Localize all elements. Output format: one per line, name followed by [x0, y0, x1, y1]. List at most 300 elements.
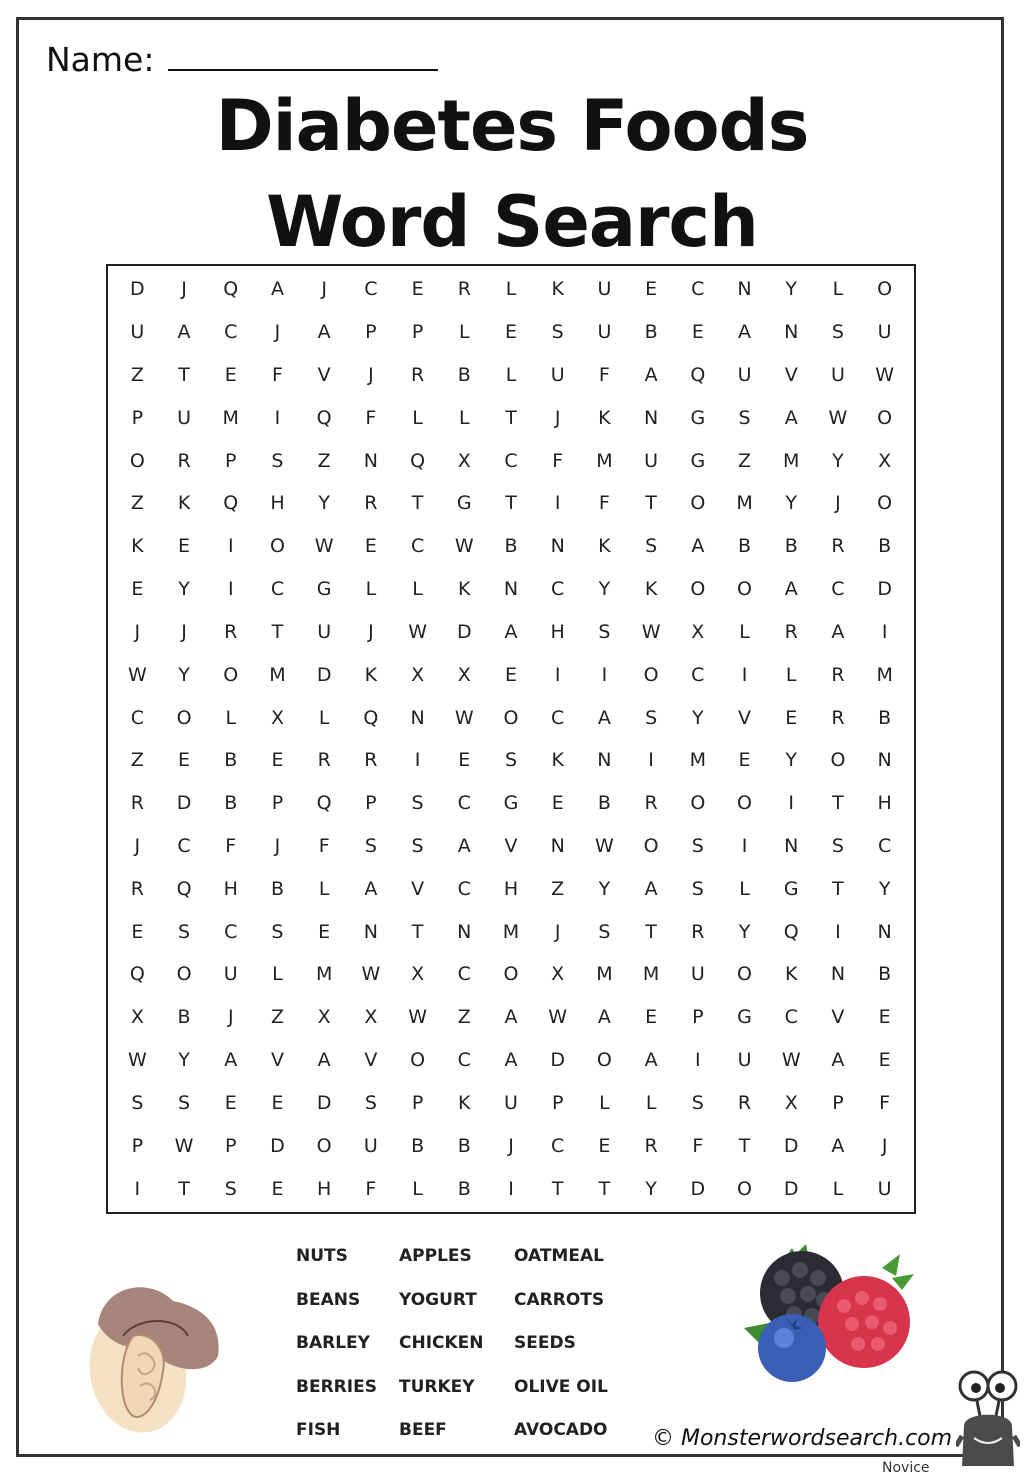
grid-letter[interactable]: O — [643, 663, 659, 686]
grid-letter[interactable]: H — [503, 877, 519, 900]
grid-letter[interactable]: V — [411, 877, 425, 900]
grid-letter[interactable]: V — [784, 364, 798, 387]
grid-letter[interactable]: O — [877, 406, 893, 429]
grid-letter[interactable]: S — [411, 835, 424, 858]
grid-letter[interactable]: O — [877, 492, 893, 515]
grid-letter[interactable]: C — [878, 835, 892, 858]
grid-letter[interactable]: B — [644, 321, 658, 344]
grid-letter[interactable]: C — [224, 321, 238, 344]
grid-letter[interactable]: I — [648, 749, 654, 772]
grid-letter[interactable]: U — [597, 278, 612, 301]
grid-letter[interactable]: L — [739, 877, 750, 900]
grid-letter[interactable]: O — [596, 1049, 612, 1072]
grid-letter[interactable]: C — [364, 278, 378, 301]
grid-letter[interactable]: B — [270, 877, 284, 900]
grid-letter[interactable]: R — [737, 1091, 752, 1114]
grid-letter[interactable]: Q — [783, 920, 799, 943]
grid-letter[interactable]: K — [131, 535, 144, 558]
grid-letter[interactable]: S — [645, 535, 658, 558]
grid-letter[interactable]: L — [318, 877, 330, 900]
grid-letter[interactable]: X — [457, 449, 471, 472]
grid-letter[interactable]: Z — [270, 1006, 284, 1029]
grid-letter[interactable]: U — [737, 364, 752, 387]
grid-letter[interactable]: Q — [176, 877, 192, 900]
grid-letter[interactable]: M — [736, 492, 753, 515]
grid-letter[interactable]: S — [831, 321, 844, 344]
grid-letter[interactable]: O — [316, 1134, 332, 1157]
grid-letter[interactable]: F — [225, 835, 237, 858]
grid-letter[interactable]: S — [364, 835, 377, 858]
grid-letter[interactable]: S — [131, 1091, 144, 1114]
grid-letter[interactable]: C — [691, 278, 705, 301]
grid-letter[interactable]: Y — [878, 877, 891, 900]
grid-letter[interactable]: B — [878, 535, 892, 558]
grid-letter[interactable]: E — [224, 1091, 237, 1114]
grid-letter[interactable]: F — [598, 364, 610, 387]
grid-letter[interactable]: C — [457, 1049, 471, 1072]
grid-letter[interactable]: T — [832, 792, 844, 815]
grid-letter[interactable]: E — [271, 1177, 284, 1200]
grid-letter[interactable]: K — [364, 663, 378, 686]
grid-letter[interactable]: W — [595, 835, 614, 858]
grid-letter[interactable]: M — [222, 406, 239, 429]
grid-letter[interactable]: N — [457, 920, 472, 943]
grid-letter[interactable]: E — [411, 278, 424, 301]
grid-letter[interactable]: J — [227, 1006, 234, 1029]
grid-letter[interactable]: M — [783, 449, 800, 472]
grid-letter[interactable]: W — [828, 406, 848, 429]
grid-letter[interactable]: M — [269, 663, 286, 686]
grid-letter[interactable]: Y — [832, 449, 844, 472]
grid-letter[interactable]: P — [271, 792, 284, 815]
grid-letter[interactable]: C — [551, 1134, 565, 1157]
grid-letter[interactable]: D — [316, 663, 332, 686]
grid-letter[interactable]: S — [178, 920, 191, 943]
grid-letter[interactable]: Y — [598, 578, 611, 601]
grid-letter[interactable]: O — [503, 963, 519, 986]
grid-letter[interactable]: N — [877, 920, 892, 943]
grid-letter[interactable]: O — [737, 963, 752, 986]
grid-letter[interactable]: E — [271, 1091, 284, 1114]
grid-letter[interactable]: K — [458, 578, 471, 601]
grid-letter[interactable]: E — [504, 321, 517, 344]
grid-letter[interactable]: S — [551, 321, 564, 344]
grid-letter[interactable]: B — [784, 535, 798, 558]
grid-letter[interactable]: E — [131, 578, 144, 601]
grid-letter[interactable]: T — [551, 1177, 564, 1200]
grid-letter[interactable]: G — [690, 449, 706, 472]
grid-letter[interactable]: F — [552, 449, 564, 472]
grid-letter[interactable]: Z — [551, 877, 565, 900]
grid-letter[interactable]: O — [737, 578, 752, 601]
grid-letter[interactable]: K — [551, 749, 564, 772]
grid-letter[interactable]: I — [274, 406, 281, 429]
grid-letter[interactable]: W — [361, 963, 381, 986]
grid-letter[interactable]: S — [738, 406, 751, 429]
grid-letter[interactable]: T — [505, 406, 517, 429]
grid-letter[interactable]: I — [227, 535, 234, 558]
grid-letter[interactable]: B — [177, 1006, 191, 1029]
grid-letter[interactable]: E — [785, 706, 798, 729]
grid-letter[interactable]: W — [314, 535, 334, 558]
grid-letter[interactable]: L — [412, 406, 423, 429]
grid-letter[interactable]: D — [550, 1049, 566, 1072]
grid-letter[interactable]: Y — [785, 492, 798, 515]
grid-letter[interactable]: T — [178, 1177, 190, 1200]
grid-letter[interactable]: S — [691, 877, 704, 900]
grid-letter[interactable]: A — [644, 1049, 658, 1072]
grid-letter[interactable]: D — [130, 278, 145, 301]
grid-letter[interactable]: S — [271, 920, 284, 943]
grid-letter[interactable]: N — [363, 449, 378, 472]
grid-letter[interactable]: P — [551, 1091, 564, 1114]
grid-letter[interactable]: W — [641, 620, 661, 643]
grid-letter[interactable]: J — [368, 620, 374, 643]
grid-letter[interactable]: O — [410, 1049, 426, 1072]
grid-letter[interactable]: R — [130, 792, 144, 815]
grid-letter[interactable]: E — [598, 1134, 611, 1157]
grid-letter[interactable]: A — [784, 578, 798, 601]
grid-letter[interactable]: P — [411, 321, 424, 344]
grid-letter[interactable]: I — [881, 620, 888, 643]
grid-letter[interactable]: J — [554, 406, 561, 429]
grid-letter[interactable]: L — [599, 1091, 610, 1114]
grid-letter[interactable]: T — [832, 877, 844, 900]
grid-letter[interactable]: Y — [178, 1049, 190, 1072]
grid-letter[interactable]: Y — [738, 920, 751, 943]
grid-letter[interactable]: E — [178, 749, 191, 772]
grid-letter[interactable]: B — [457, 364, 471, 387]
grid-letter[interactable]: E — [504, 663, 517, 686]
grid-letter[interactable]: G — [503, 792, 519, 815]
grid-letter[interactable]: N — [644, 406, 659, 429]
grid-letter[interactable]: K — [551, 278, 564, 301]
grid-letter[interactable]: I — [134, 1177, 141, 1200]
grid-letter[interactable]: R — [644, 792, 658, 815]
grid-letter[interactable]: J — [274, 321, 281, 344]
grid-letter[interactable]: K — [784, 963, 798, 986]
grid-letter[interactable]: R — [130, 877, 144, 900]
grid-letter[interactable]: M — [315, 963, 333, 986]
grid-letter[interactable]: I — [695, 1049, 701, 1072]
grid-letter[interactable]: D — [690, 1177, 706, 1200]
grid-letter[interactable]: H — [270, 492, 285, 515]
grid-letter[interactable]: V — [504, 835, 518, 858]
grid-letter[interactable]: Q — [223, 492, 239, 515]
grid-letter[interactable]: F — [365, 406, 377, 429]
grid-letter[interactable]: X — [270, 706, 284, 729]
grid-letter[interactable]: W — [174, 1134, 194, 1157]
grid-letter[interactable]: V — [738, 706, 752, 729]
grid-letter[interactable]: N — [877, 749, 892, 772]
grid-letter[interactable]: Q — [223, 278, 239, 301]
grid-letter[interactable]: T — [598, 1177, 611, 1200]
grid-letter[interactable]: E — [178, 535, 191, 558]
grid-letter[interactable]: C — [177, 835, 191, 858]
grid-letter[interactable]: L — [832, 278, 844, 301]
grid-letter[interactable]: T — [271, 620, 284, 643]
grid-letter[interactable]: S — [504, 749, 518, 772]
grid-letter[interactable]: T — [738, 1134, 751, 1157]
grid-letter[interactable]: X — [457, 663, 471, 686]
grid-letter[interactable]: C — [457, 963, 471, 986]
grid-letter[interactable]: V — [317, 364, 331, 387]
grid-letter[interactable]: A — [504, 1006, 518, 1029]
grid-letter[interactable]: U — [363, 1134, 378, 1157]
grid-letter[interactable]: M — [689, 749, 707, 772]
grid-letter[interactable]: O — [690, 492, 706, 515]
grid-letter[interactable]: Z — [317, 449, 331, 472]
grid-letter[interactable]: P — [692, 1006, 704, 1029]
grid-letter[interactable]: E — [224, 364, 237, 387]
grid-letter[interactable]: B — [224, 749, 238, 772]
grid-letter[interactable]: U — [737, 1049, 752, 1072]
grid-letter[interactable]: A — [597, 1006, 611, 1029]
grid-letter[interactable]: J — [134, 620, 141, 643]
grid-letter[interactable]: C — [831, 578, 845, 601]
grid-letter[interactable]: K — [598, 535, 611, 558]
grid-letter[interactable]: I — [508, 1177, 514, 1200]
grid-letter[interactable]: W — [454, 706, 474, 729]
grid-letter[interactable]: A — [644, 364, 658, 387]
grid-letter[interactable]: R — [224, 620, 238, 643]
grid-letter[interactable]: E — [738, 749, 751, 772]
grid-letter[interactable]: R — [831, 706, 845, 729]
grid-letter[interactable]: T — [411, 920, 424, 943]
grid-letter[interactable]: Y — [598, 877, 611, 900]
grid-letter[interactable]: U — [317, 620, 332, 643]
grid-letter[interactable]: R — [457, 278, 471, 301]
grid-letter[interactable]: D — [783, 1177, 799, 1200]
grid-letter[interactable]: A — [831, 1134, 845, 1157]
grid-letter[interactable]: A — [644, 877, 658, 900]
grid-letter[interactable]: R — [691, 920, 705, 943]
grid-letter[interactable]: O — [690, 792, 706, 815]
grid-letter[interactable]: J — [321, 278, 327, 301]
grid-letter[interactable]: Y — [178, 578, 190, 601]
grid-letter[interactable]: I — [227, 578, 234, 601]
grid-letter[interactable]: Z — [130, 492, 144, 515]
grid-letter[interactable]: N — [550, 835, 565, 858]
grid-letter[interactable]: A — [317, 1049, 331, 1072]
grid-letter[interactable]: M — [502, 920, 520, 943]
grid-letter[interactable]: S — [411, 792, 424, 815]
grid-letter[interactable]: O — [737, 792, 752, 815]
grid-letter[interactable]: R — [831, 535, 845, 558]
grid-letter[interactable]: A — [504, 1049, 518, 1072]
grid-letter[interactable]: B — [411, 1134, 425, 1157]
grid-letter[interactable]: J — [881, 1134, 888, 1157]
grid-letter[interactable]: P — [365, 792, 377, 815]
grid-letter[interactable]: V — [831, 1006, 845, 1029]
grid-letter[interactable]: L — [365, 578, 377, 601]
grid-letter[interactable]: E — [878, 1006, 891, 1029]
grid-letter[interactable]: T — [505, 492, 517, 515]
grid-letter[interactable]: J — [368, 364, 374, 387]
grid-letter[interactable]: P — [365, 321, 377, 344]
grid-letter[interactable]: C — [691, 663, 705, 686]
grid-letter[interactable]: U — [877, 1177, 892, 1200]
grid-letter[interactable]: Z — [457, 1006, 471, 1029]
grid-letter[interactable]: A — [270, 278, 284, 301]
grid-letter[interactable]: S — [178, 1091, 191, 1114]
grid-letter[interactable]: X — [411, 663, 425, 686]
grid-letter[interactable]: I — [554, 663, 561, 686]
grid-letter[interactable]: E — [691, 321, 704, 344]
grid-letter[interactable]: S — [645, 706, 658, 729]
grid-letter[interactable]: J — [181, 620, 187, 643]
grid-letter[interactable]: U — [550, 364, 565, 387]
grid-letter[interactable]: E — [878, 1049, 891, 1072]
grid-letter[interactable]: U — [690, 963, 705, 986]
grid-letter[interactable]: L — [505, 278, 517, 301]
grid-letter[interactable]: Q — [410, 449, 426, 472]
grid-letter[interactable]: L — [832, 1177, 844, 1200]
grid-letter[interactable]: J — [835, 492, 841, 515]
grid-letter[interactable]: Q — [316, 406, 332, 429]
grid-letter[interactable]: C — [504, 449, 518, 472]
grid-letter[interactable]: R — [364, 492, 378, 515]
grid-letter[interactable]: G — [737, 1006, 752, 1029]
grid-letter[interactable]: X — [364, 1006, 378, 1029]
grid-letter[interactable]: E — [645, 1006, 658, 1029]
grid-letter[interactable]: B — [224, 792, 238, 815]
grid-letter[interactable]: W — [548, 1006, 568, 1029]
grid-letter[interactable]: X — [411, 963, 425, 986]
grid-letter[interactable]: B — [597, 792, 611, 815]
grid-letter[interactable]: H — [550, 620, 565, 643]
name-blank-line[interactable] — [168, 69, 438, 71]
grid-letter[interactable]: U — [504, 1091, 518, 1114]
grid-letter[interactable]: G — [316, 578, 332, 601]
grid-letter[interactable]: U — [130, 321, 145, 344]
grid-letter[interactable]: R — [410, 364, 425, 387]
grid-letter[interactable]: W — [454, 535, 474, 558]
grid-letter[interactable]: F — [692, 1134, 704, 1157]
grid-letter[interactable]: I — [835, 920, 841, 943]
grid-letter[interactable]: Z — [738, 449, 752, 472]
grid-letter[interactable]: D — [316, 1091, 332, 1114]
grid-letter[interactable]: D — [456, 620, 472, 643]
grid-letter[interactable]: F — [879, 1091, 891, 1114]
grid-letter[interactable]: R — [364, 749, 378, 772]
grid-letter[interactable]: I — [741, 663, 748, 686]
grid-letter[interactable]: L — [739, 620, 750, 643]
grid-letter[interactable]: Q — [129, 963, 145, 986]
grid-letter[interactable]: R — [831, 663, 845, 686]
grid-letter[interactable]: E — [364, 535, 377, 558]
grid-letter[interactable]: N — [363, 920, 378, 943]
grid-letter[interactable]: P — [225, 449, 237, 472]
grid-letter[interactable]: J — [274, 835, 281, 858]
grid-letter[interactable]: I — [414, 749, 421, 772]
grid-letter[interactable]: W — [781, 1049, 801, 1072]
grid-letter[interactable]: K — [644, 578, 658, 601]
grid-letter[interactable]: N — [410, 706, 425, 729]
grid-letter[interactable]: X — [317, 1006, 331, 1029]
grid-letter[interactable]: B — [878, 963, 892, 986]
grid-letter[interactable]: U — [223, 963, 238, 986]
grid-letter[interactable]: F — [271, 364, 283, 387]
grid-letter[interactable]: Q — [690, 364, 706, 387]
grid-letter[interactable]: J — [134, 835, 141, 858]
grid-letter[interactable]: G — [783, 877, 799, 900]
grid-letter[interactable]: W — [408, 620, 427, 643]
grid-letter[interactable]: W — [875, 364, 895, 387]
grid-letter[interactable]: F — [598, 492, 610, 515]
grid-letter[interactable]: S — [271, 449, 284, 472]
grid-letter[interactable]: L — [412, 1177, 423, 1200]
grid-letter[interactable]: Y — [178, 663, 190, 686]
grid-letter[interactable]: L — [645, 1091, 657, 1114]
grid-letter[interactable]: A — [457, 835, 471, 858]
grid-letter[interactable]: A — [504, 620, 518, 643]
grid-letter[interactable]: P — [131, 406, 144, 429]
grid-letter[interactable]: A — [831, 620, 845, 643]
grid-letter[interactable]: I — [788, 792, 795, 815]
grid-letter[interactable]: R — [784, 620, 798, 643]
grid-letter[interactable]: X — [784, 1091, 798, 1114]
grid-letter[interactable]: L — [505, 364, 517, 387]
grid-letter[interactable]: M — [596, 963, 613, 986]
grid-letter[interactable]: M — [876, 663, 893, 686]
grid-letter[interactable]: U — [877, 321, 892, 344]
grid-letter[interactable]: Z — [130, 749, 144, 772]
grid-letter[interactable]: Y — [318, 492, 330, 515]
grid-letter[interactable]: W — [127, 663, 147, 686]
grid-letter[interactable]: O — [643, 835, 659, 858]
grid-letter[interactable]: D — [783, 1134, 799, 1157]
grid-letter[interactable]: A — [784, 406, 798, 429]
grid-letter[interactable]: A — [364, 877, 378, 900]
grid-letter[interactable]: H — [223, 877, 238, 900]
grid-letter[interactable]: O — [269, 535, 285, 558]
grid-letter[interactable]: C — [784, 1006, 798, 1029]
grid-letter[interactable]: D — [176, 792, 192, 815]
grid-letter[interactable]: E — [318, 920, 331, 943]
grid-letter[interactable]: P — [411, 1091, 424, 1114]
grid-letter[interactable]: N — [503, 578, 519, 601]
grid-letter[interactable]: N — [784, 835, 799, 858]
grid-letter[interactable]: A — [597, 706, 611, 729]
grid-letter[interactable]: T — [411, 492, 424, 515]
grid-letter[interactable]: J — [181, 278, 187, 301]
grid-letter[interactable]: A — [317, 321, 331, 344]
grid-letter[interactable]: C — [457, 792, 471, 815]
grid-letter[interactable]: E — [551, 792, 564, 815]
grid-letter[interactable]: U — [644, 449, 659, 472]
grid-letter[interactable]: E — [131, 920, 144, 943]
grid-letter[interactable]: L — [225, 706, 237, 729]
grid-letter[interactable]: N — [737, 278, 752, 301]
grid-letter[interactable]: L — [272, 963, 283, 986]
grid-letter[interactable]: U — [830, 364, 845, 387]
grid-letter[interactable]: O — [503, 706, 519, 729]
grid-letter[interactable]: Q — [363, 706, 379, 729]
grid-letter[interactable]: K — [598, 406, 611, 429]
grid-letter[interactable]: L — [458, 406, 470, 429]
grid-letter[interactable]: V — [364, 1049, 378, 1072]
grid-letter[interactable]: Y — [785, 278, 798, 301]
grid-letter[interactable]: F — [318, 835, 330, 858]
grid-letter[interactable]: O — [737, 1177, 752, 1200]
grid-letter[interactable]: F — [365, 1177, 377, 1200]
grid-letter[interactable]: M — [642, 963, 660, 986]
grid-letter[interactable]: C — [130, 706, 144, 729]
grid-letter[interactable]: P — [225, 1134, 237, 1157]
grid-letter[interactable]: A — [831, 1049, 845, 1072]
grid-letter[interactable]: E — [645, 278, 658, 301]
